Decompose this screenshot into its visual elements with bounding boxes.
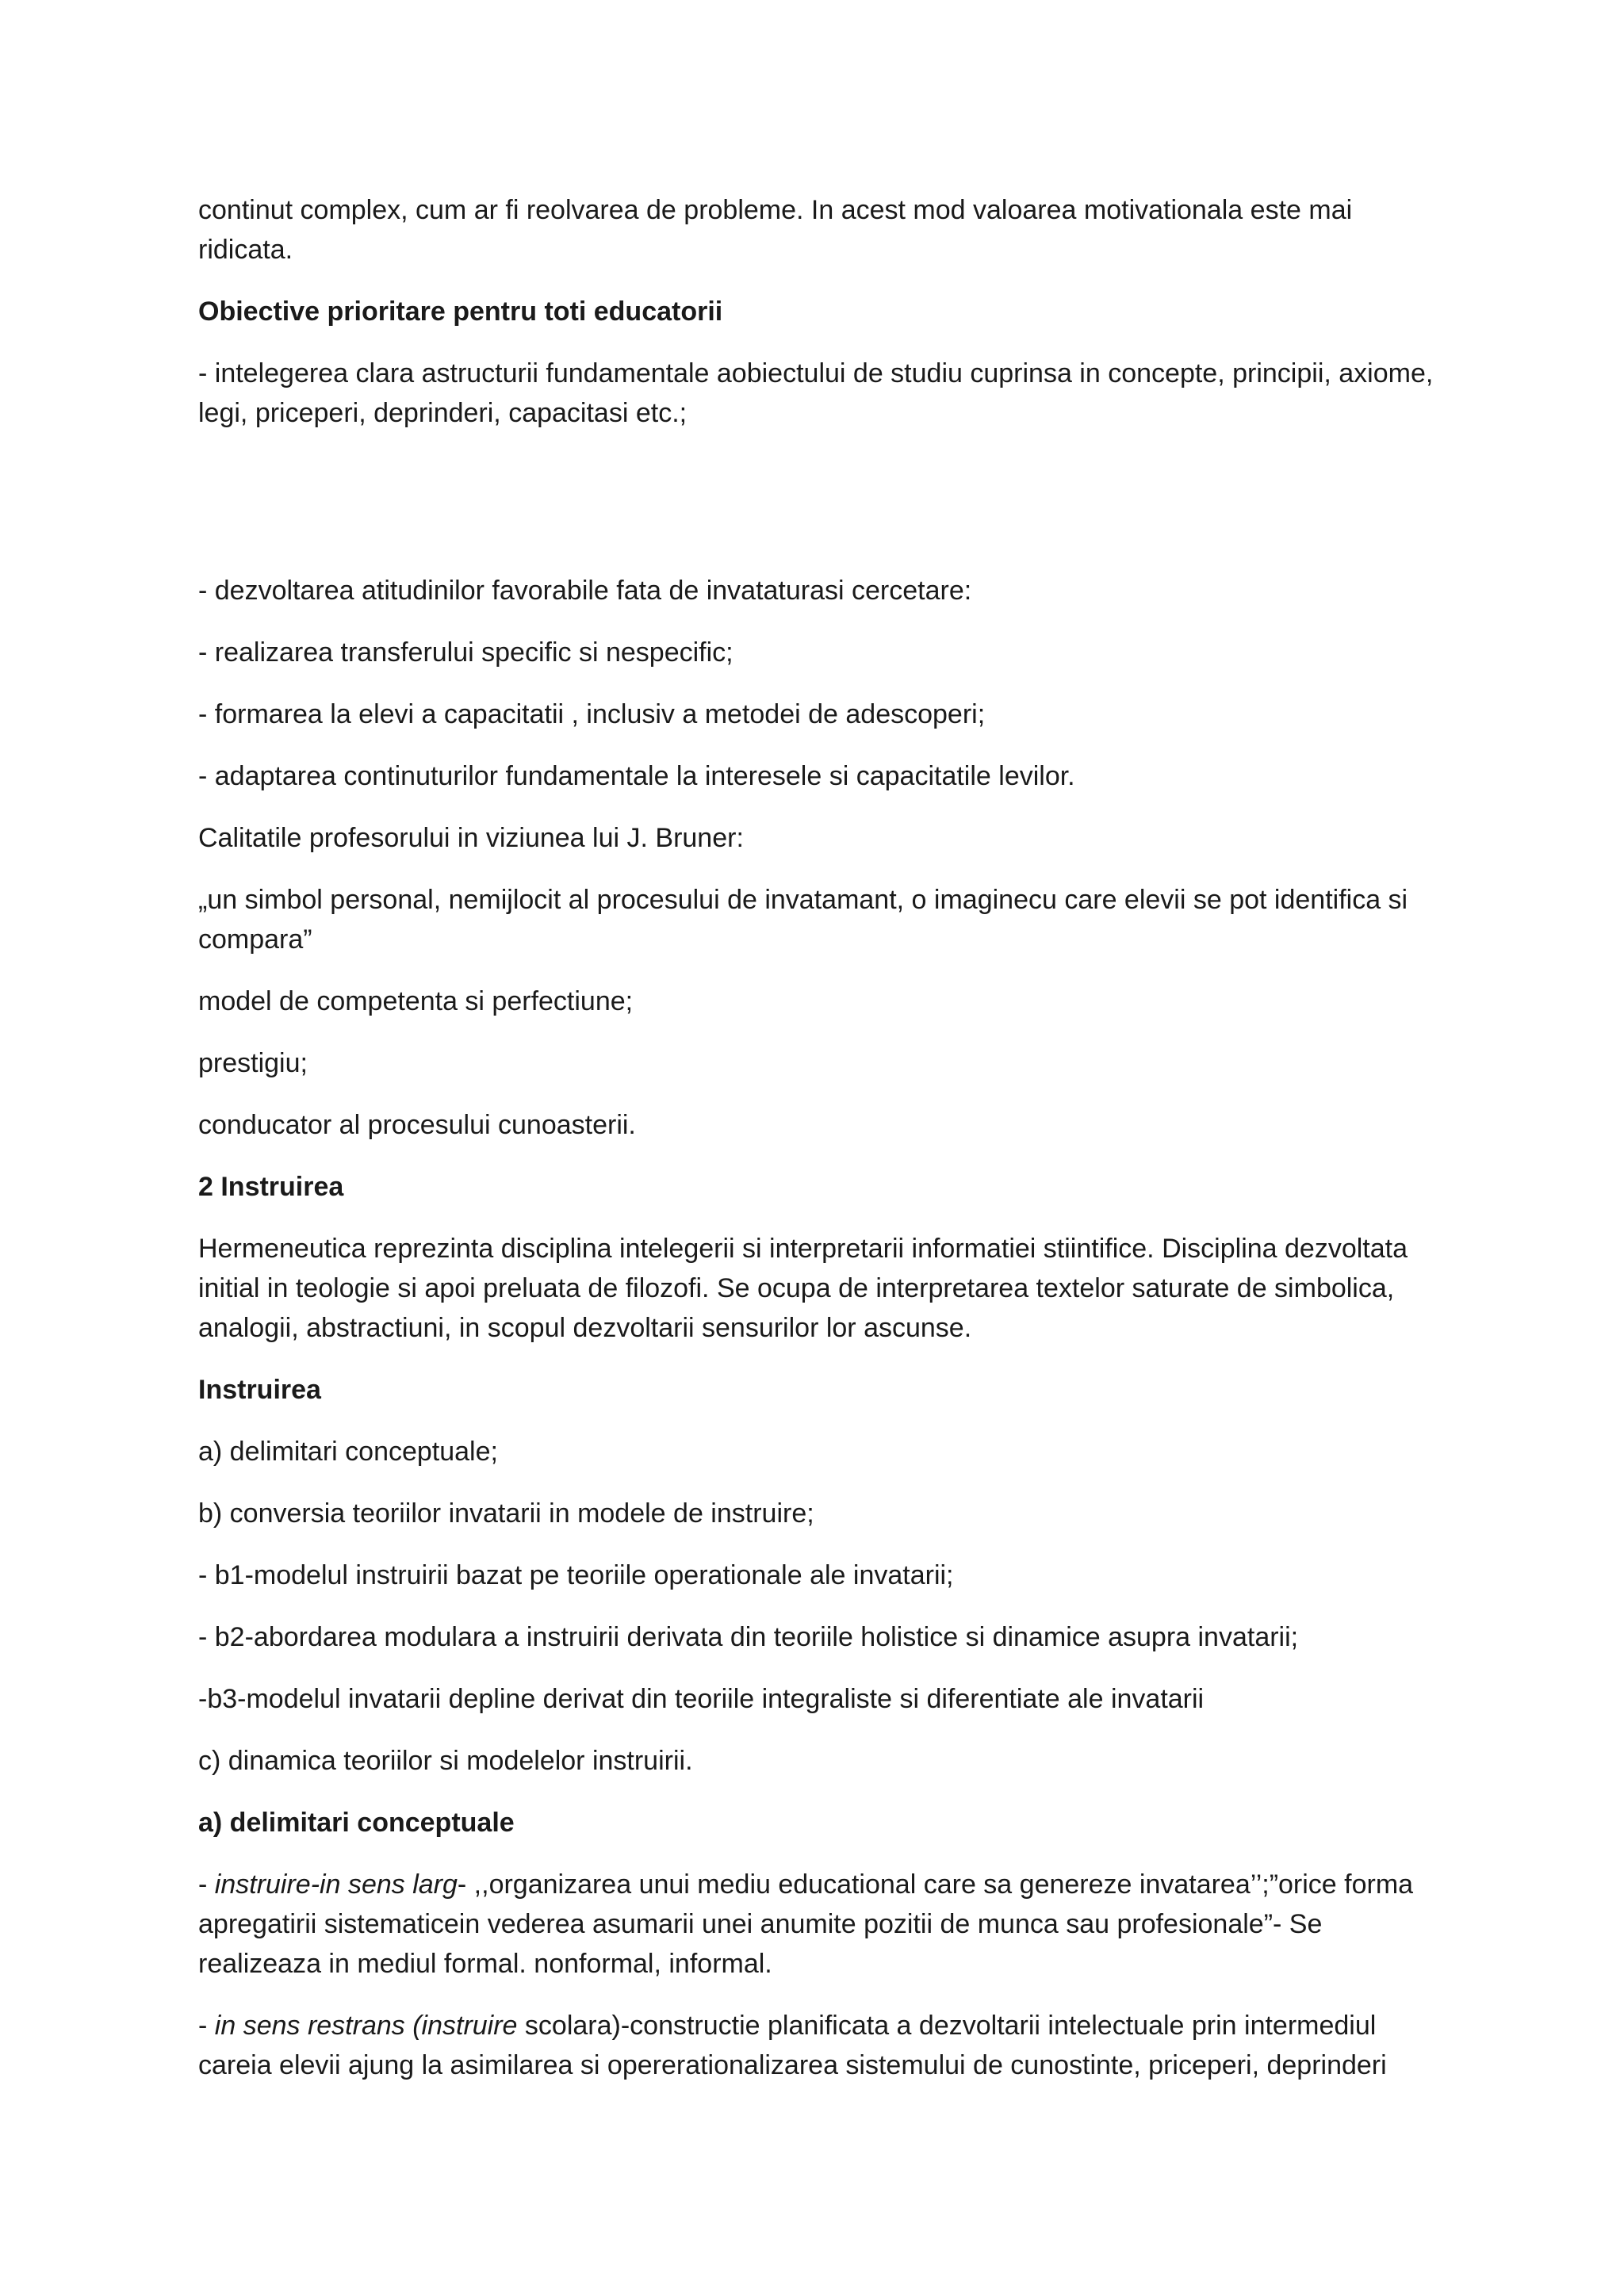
heading-instruirea: Instruirea	[198, 1375, 321, 1405]
paragraph-calitatile: Calitatile profesorului in viziunea lui J. Bruner:	[198, 823, 744, 853]
heading-delimitari: a) delimitari conceptuale	[198, 1808, 515, 1838]
italic-term: instruire-in sens larg	[214, 1869, 458, 1900]
definition-text: scolara)-constructie planificata a dezvoltarii intelectuale prin intermediul careia elevii ajung la asimilarea si opererationalizarea sistemului de cunostinte, priceperi, deprinderi	[198, 2011, 1387, 2080]
paragraph-realizarea: - realizarea transferului specific si nespecific;	[198, 637, 733, 668]
paragraph-item-c: c) dinamica teoriilor si modelelor instruirii.	[198, 1746, 693, 1776]
paragraph-model: model de competenta si perfectiune;	[198, 986, 634, 1016]
paragraph-continut: continut complex, cum ar fi reolvarea de probleme. In acest mod valoarea motivationala este mai ridicata.	[198, 195, 1353, 265]
definition-text: - ,,organizarea unui mediu educational care sa genereze invatarea’’;”orice forma apregatirii sistematicein vederea asumarii unei anumite pozitii de munca sau profesionale”- Se realizeaza in mediul formal. nonformal, informal.	[198, 1869, 1414, 1979]
paragraph-adaptarea: - adaptarea continuturilor fundamentale la interesele si capacitatile levilor.	[198, 761, 1075, 791]
paragraph-item-a: a) delimitari conceptuale;	[198, 1437, 498, 1467]
dash-text: -	[198, 2011, 215, 2041]
dash-text: -	[198, 1869, 215, 1900]
paragraph-instruire-larg	[198, 1865, 1435, 1984]
paragraph-item-b2: - b2-abordarea modulara a instruirii derivata din teoriile holistice si dinamice asupra invatarii;	[198, 1622, 1299, 1652]
document-body	[198, 190, 1435, 2107]
heading-obiective: Obiective prioritare pentru toti educatorii	[198, 297, 723, 327]
paragraph-hermeneutica: Hermeneutica reprezinta disciplina intelegerii si interpretarii informatiei stiintifice. Disciplina dezvoltata initial in teologie si apoi preluata de filozofi. Se ocupa de interpretarea textelor saturate de simbolica, analogii, abstractiuni, in scopul dezvoltarii sensurilor lor ascunse.	[198, 1234, 1408, 1343]
heading-instruirea-2: 2 Instruirea	[198, 1172, 344, 1202]
paragraph-dezvoltarea: - dezvoltarea atitudinilor favorabile fata de invataturasi cercetare:	[198, 576, 972, 606]
paragraph-conducator: conducator al procesului cunoasterii.	[198, 1110, 636, 1140]
paragraph-intelegerea: - intelegerea clara astructurii fundamentale aobiectului de studiu cuprinsa in concepte, principii, axiome, legi, priceperi, deprinderi, capacitasi etc.;	[198, 358, 1434, 428]
blank-space	[198, 455, 1435, 571]
paragraph-formarea: - formarea la elevi a capacitatii , inclusiv a metodei de adescoperi;	[198, 699, 986, 729]
paragraph-item-b3: -b3-modelul invatarii depline derivat din teoriile integraliste si diferentiate ale invatarii	[198, 1684, 1205, 1714]
paragraph-prestigiu: prestigiu;	[198, 1048, 308, 1078]
italic-term: in sens restrans (instruire	[214, 2011, 518, 2041]
paragraph-item-b: b) conversia teoriilor invatarii in modele de instruire;	[198, 1498, 814, 1529]
paragraph-item-b1: - b1-modelul instruirii bazat pe teoriile operationale ale invatarii;	[198, 1560, 954, 1590]
paragraph-instruire-restrans	[198, 2006, 1435, 2085]
paragraph-quote-bruner: „un simbol personal, nemijlocit al procesului de invatamant, o imaginecu care elevii se pot identifica si compara”	[198, 885, 1408, 955]
